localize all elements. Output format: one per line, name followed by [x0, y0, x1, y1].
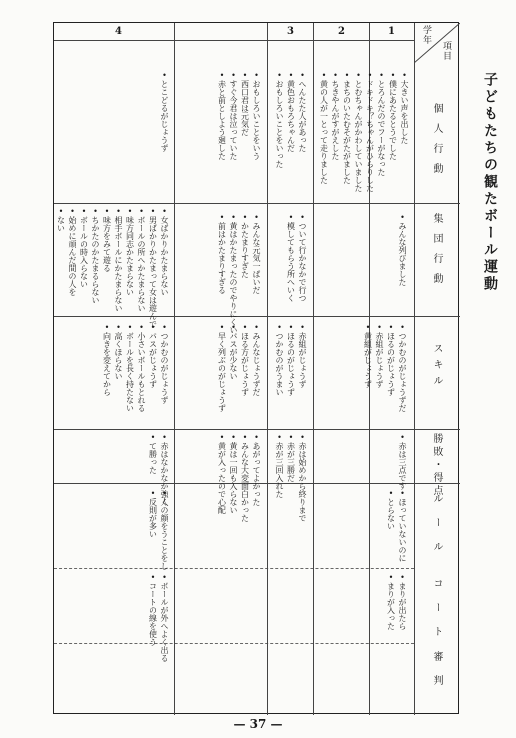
cell-item: •まちのいたむそがたがました: [342, 71, 352, 184]
observation-table: [53, 22, 459, 714]
cell-item: •へんたた人があった: [298, 71, 307, 152]
cell-item: •女ばかりかたまらない: [160, 207, 169, 296]
row-divider-dashed: [54, 568, 414, 569]
cell-item: •みんなじょうずだ: [252, 323, 261, 396]
cell-item: •僕にあたるとうでした: [388, 71, 398, 160]
cell-item: •つかむのがじょうず: [160, 323, 169, 404]
column-divider: [267, 23, 268, 715]
grade-4-label: 4: [115, 26, 122, 37]
cell-item: •ついて行かなかで行つ: [298, 213, 307, 302]
cell-score-grade2: [274, 433, 309, 522]
cell-rule-grade4: [147, 489, 170, 570]
cell-skill-grade4: [101, 323, 170, 425]
cell-item: •赤組がじょうず: [298, 323, 307, 388]
item-header-label: 項目: [441, 41, 451, 61]
cell-skill-grade1: [362, 323, 408, 425]
cell-item: •コートの線を使う: [148, 573, 158, 646]
cell-item: •黄組がじょうず: [363, 323, 373, 388]
cell-skill-grade3: [216, 323, 262, 425]
cell-individual-grade4: [159, 71, 171, 199]
cell-item: •おもしろいことをいった: [275, 71, 284, 168]
cell-item: •ほるのがじょうず: [386, 323, 396, 396]
cell-item: •ボールが外へよく出る: [160, 573, 169, 662]
cell-item: •すぐ今君は泣っていた: [229, 71, 238, 160]
cell-item: •ボールの所へかたまらない: [137, 207, 146, 312]
cell-item: •早く列ぶのがじょうず: [217, 323, 227, 412]
grade-2-label: 2: [338, 26, 345, 37]
cell-item: •かたまりすぎた: [240, 213, 250, 278]
cell-individual-grade3: [216, 71, 262, 199]
cell-item: •パスが少ない: [229, 323, 238, 380]
cell-item: •反則が多い: [148, 489, 158, 538]
category-individual: 個人行動: [431, 103, 442, 183]
category-skill: スキル: [431, 343, 442, 391]
cell-score-grade1: [397, 433, 409, 490]
cell-item: •ドキドキ？ちゃんがひらりした: [365, 71, 375, 192]
cell-item: •て勝った: [148, 433, 158, 474]
cell-item: •みんな大変面白かった: [240, 433, 250, 522]
column-divider: [414, 23, 415, 715]
cell-item: •ほっていないのに: [398, 489, 407, 562]
cell-item: •味方をみて遊る: [102, 207, 112, 272]
cell-rule-grade1: [385, 489, 408, 565]
grade-header-divider: [54, 40, 414, 41]
cell-item: •模してもらう所へいく: [286, 213, 296, 302]
cell-item: •ほる方がじょうず: [240, 323, 250, 396]
category-group: 集団行動: [431, 213, 442, 293]
row-divider-dashed: [54, 643, 414, 644]
cell-item: •つかむのがうまい: [275, 323, 284, 396]
cell-item: •前はかたまりすぎる: [217, 213, 227, 294]
cell-item: •ボールの時入らない: [79, 207, 89, 288]
cell-item: •赤組がじょうず: [375, 323, 384, 388]
cell-item: •みんな元気一ぱいだ: [252, 213, 261, 294]
cell-item: •大きい声を出した: [400, 71, 409, 144]
cell-item: •赤が三回入れた: [275, 433, 284, 498]
cell-item: •黄色おもろちゃんだ: [286, 71, 296, 152]
cell-item: •黄の人が一とって走りました: [319, 71, 329, 184]
cell-item: •おもしろいことをいう: [252, 71, 261, 160]
cell-item: •赤はなかなか強く: [160, 433, 169, 506]
cell-item: •とこどるがじょうず: [160, 71, 169, 152]
cell-item: •赤と前としよう廻した: [217, 71, 227, 160]
cell-item: •みんな列びました: [398, 213, 407, 286]
cell-item: •相手ボールにかたまらない: [114, 207, 123, 312]
cell-item: •まりが出たら: [398, 573, 407, 630]
cell-group-grade4: [55, 207, 170, 328]
row-divider: [54, 316, 460, 317]
cell-item: •ない: [56, 207, 66, 232]
cell-skill-grade2: [274, 323, 309, 425]
cell-item: •ちきやんがすがえした: [331, 71, 340, 160]
cell-item: •ちかたのかたまるらない: [91, 207, 100, 304]
cell-group-grade2: [285, 213, 308, 313]
cell-item: •あがってよかった: [252, 433, 261, 506]
cell-court-grade4: [147, 573, 170, 662]
category-judge: 審判: [431, 651, 442, 699]
cell-item: •男ばかりかたまって女は遊んで: [148, 207, 158, 328]
cell-item: •まりが入った: [386, 573, 396, 630]
cell-item: •味方同志かたまらない: [125, 207, 135, 296]
cell-score-grade3: [216, 433, 262, 522]
cell-item: •ボールを長く持たない: [125, 323, 135, 412]
cell-individual-grade1: [318, 71, 410, 199]
grade-1-label: 1: [388, 26, 395, 37]
cell-item: •赤は三点です: [398, 433, 407, 490]
cell-item: •西口君は元気だ: [240, 71, 250, 136]
cell-item: •黄は一回も入らない: [229, 433, 238, 514]
category-rule: ルール: [431, 493, 442, 565]
cell-court-grade1: [385, 573, 408, 639]
cell-item: •黄はかたまったのでやりにくい: [229, 213, 238, 334]
row-divider: [54, 429, 460, 430]
grade-header-label: 学年: [421, 25, 431, 45]
cell-item: •黄が入ったので心配: [217, 433, 227, 514]
cell-item: •ほるのがじょうず: [286, 323, 296, 396]
cell-item: •向きを変えてから: [102, 323, 112, 396]
cell-item: •人の顔をうことをし: [160, 489, 169, 570]
column-divider: [174, 23, 175, 715]
cell-item: •つかむのがじょうずだ: [398, 323, 407, 412]
cell-individual-grade2: [274, 71, 309, 199]
cell-group-grade1: [397, 213, 409, 313]
row-divider: [54, 203, 460, 204]
cell-item: •とろんだのでフーがなった: [377, 71, 386, 176]
cell-item: •高くほらない: [114, 323, 123, 380]
category-court: コート: [431, 578, 442, 650]
cell-group-grade3: [216, 213, 262, 334]
cell-item: •赤は始めから終りまで: [298, 433, 307, 522]
column-divider: [313, 23, 314, 715]
cell-score-grade4: [147, 433, 170, 506]
cell-item: •とむちゃんがかわしていました: [354, 71, 363, 192]
cell-item: •パスがじょうず: [148, 323, 158, 388]
grade-3-label: 3: [287, 26, 294, 37]
cell-item: •小さいボールもとれる: [137, 323, 146, 412]
cell-item: •始めに頑んだ間の人を: [68, 207, 77, 296]
cell-item: •赤が三勝だ: [286, 433, 296, 482]
page-number: — 37 —: [233, 717, 283, 731]
page-title: 子どもたちの観たボール運動: [482, 72, 498, 293]
category-score: 勝敗・得点: [431, 433, 442, 498]
cell-item: •とらない: [386, 489, 396, 530]
